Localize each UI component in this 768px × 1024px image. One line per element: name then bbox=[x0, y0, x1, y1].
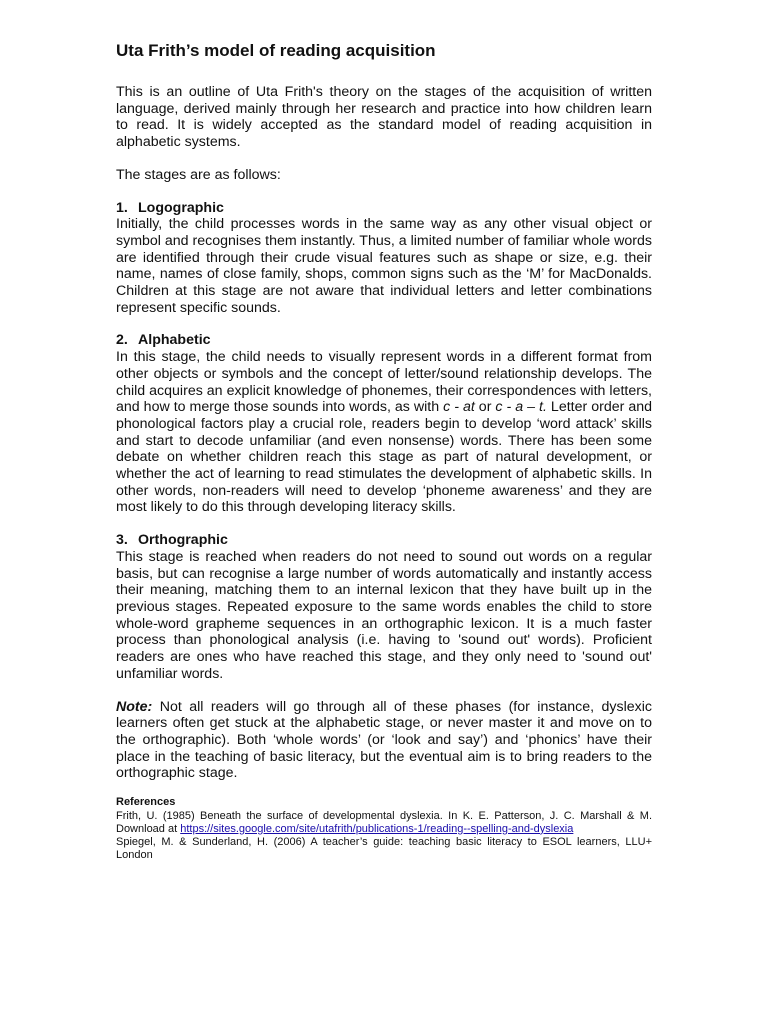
stage-1-number: 1. bbox=[116, 199, 128, 216]
stage-2-example-2: c - a – t. bbox=[495, 399, 547, 416]
note-label: Note: bbox=[116, 698, 153, 715]
reference-2: Spiegel, M. & Sunderland, H. (2006) A teacher’s guide: teaching basic literacy to ESOL learners, LLU+ London bbox=[116, 836, 652, 862]
stage-3-heading bbox=[116, 532, 652, 549]
stage-2-name: Alphabetic bbox=[138, 332, 211, 349]
stage-2-text-before: In this stage, the child needs to visually represent words in a different format from other objects or symbols and the concept of letter/sound relationship develops. The child acquires an explicit knowledge of phonemes, their correspondences with letters, and how to merge those sounds into words, as with bbox=[116, 349, 652, 416]
stage-1-text: Initially, the child processes words in the same way as any other visual object or symbol and recognises them instantly. Thus, a limited number of familiar whole words are identified through their crude visual features such as shape or size, e.g. their name, names of close family, shops, common signs such as the ‘M’ for MacDonalds. Children at this stage are not aware that individual letters and letter combinations represent specific sounds. bbox=[116, 216, 652, 316]
note-paragraph bbox=[116, 699, 652, 783]
references-title: References bbox=[116, 796, 176, 809]
stage-2-between: or bbox=[474, 399, 496, 416]
stage-1-name: Logographic bbox=[138, 199, 224, 216]
page-title: Uta Frith’s model of reading acquisition bbox=[116, 41, 436, 60]
document-page bbox=[116, 40, 652, 863]
intro-paragraph: This is an outline of Uta Frith's theory on the stages of the acquisition of written language, derived mainly through her research and practice into how children learn to read. It is widely accepted as the standard model of reading acquisition in alphabetic systems. bbox=[116, 84, 652, 151]
stage-2-example-1: c - at bbox=[443, 399, 475, 416]
stage-3-name: Orthographic bbox=[138, 532, 228, 549]
reference-1 bbox=[116, 810, 652, 837]
stages-intro: The stages are as follows: bbox=[116, 166, 281, 183]
stage-1-heading bbox=[116, 200, 652, 217]
reference-1-link[interactable]: https://sites.google.com/site/utafrith/publications-1/reading--spelling-and-dyslexia bbox=[180, 822, 574, 835]
stage-3-number: 3. bbox=[116, 532, 128, 549]
note-text: Not all readers will go through all of these phases (for instance, dyslexic learners often get stuck at the alphabetic stage, or never master it and move on to the orthographic). Both ‘whole words’ (or ‘look and say’) and ‘phonics’ have their place in the teaching of basic literacy, but the eventual aim is to bring readers to the orthographic stage. bbox=[116, 698, 652, 782]
reference-1-text: Frith, U. (1985) Beneath the surface of developmental dyslexia. In K. E. Patterson, J. C. Marshall & M. Download at bbox=[116, 809, 652, 835]
stage-2-heading bbox=[116, 332, 652, 349]
stage-2-text bbox=[116, 349, 652, 516]
stage-2-text-after: Letter order and phonological factors play a crucial role, readers begin to develop ‘word attack’ skills and start to decode unfamiliar (and even nonsense) words. There has been some debate on whether children reach this stage as part of natural development, or whether the act of learning to read stimulates the development of alphabetic skills. In other words, non-readers will need to develop ‘phoneme awareness’ and they are most likely to do this through developing literacy skills. bbox=[116, 399, 653, 516]
stage-2-number: 2. bbox=[116, 332, 128, 349]
stage-3-text: This stage is reached when readers do not need to sound out words on a regular basis, but can recognise a large number of words automatically and instantly access their meaning, matching them to an internal lexicon that they have built up in the previous stages. Repeated exposure to the same words enables the child to store whole-word grapheme sequences in an orthographic lexicon. It is a much faster process than phonological analysis (i.e. having to 'sound out' words). Proficient readers are ones who have reached this stage, and they only need to 'sound out' unfamiliar words. bbox=[116, 548, 652, 682]
